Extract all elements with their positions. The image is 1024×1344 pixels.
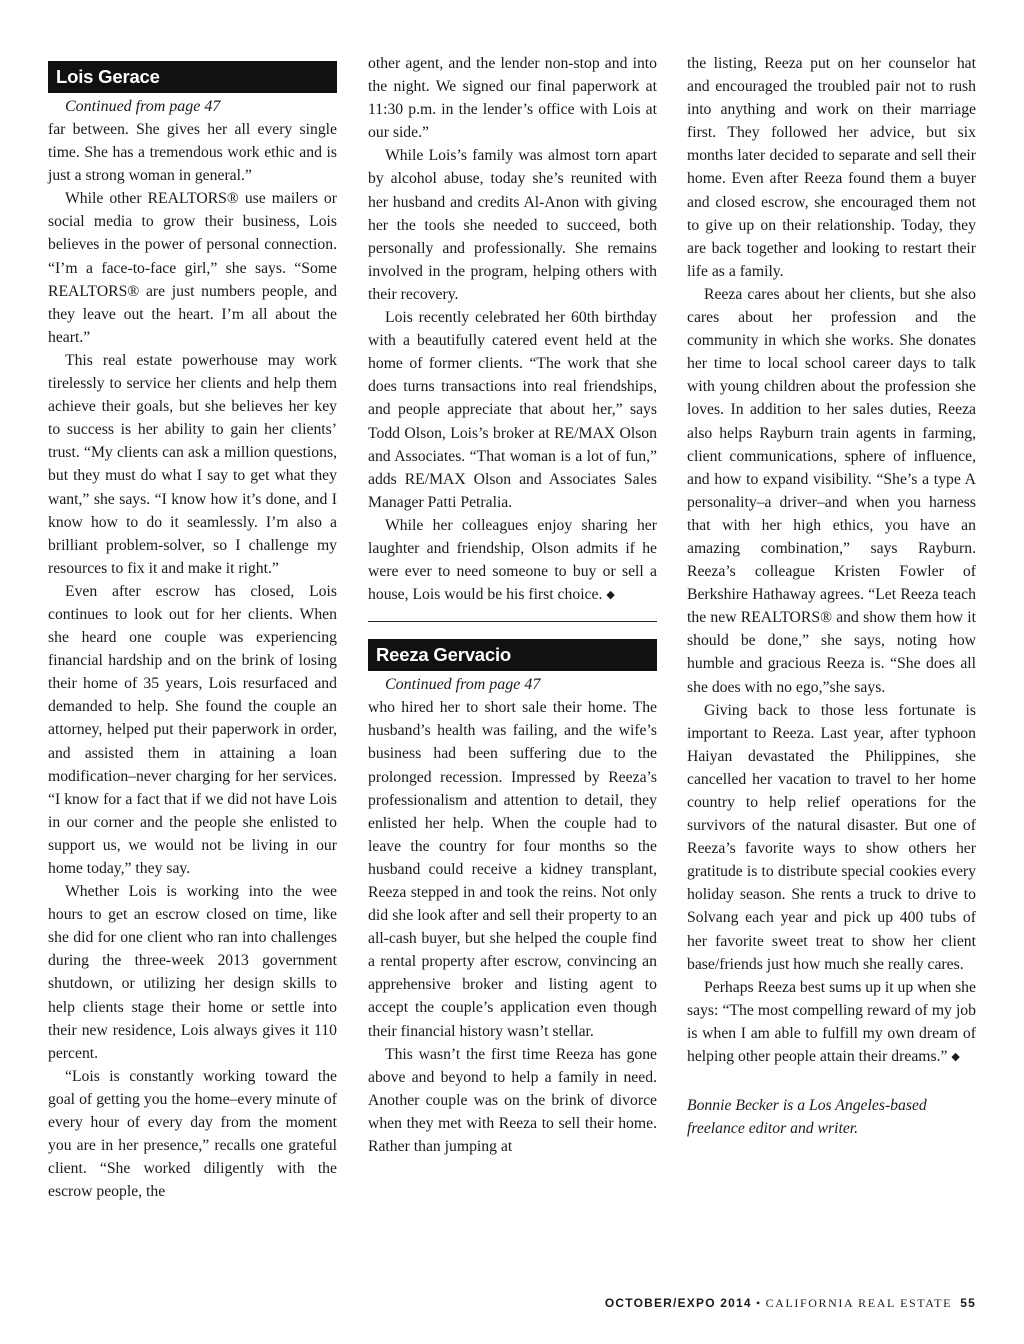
- paragraph: who hired her to short sale their home. The husband’s health was failing, and the wife’s business had been suffering due to the prolonged recession. Impressed by Reeza’s professionalism and attention to detail, they enlisted her help. When the couple had to leave the country for four months so the husband could receive a kidney transplant, Reeza stepped in and took the reins. Not only did she look after and sell their property to an all-cash buyer, but she helped the couple find a rental property after escrow, convincing an apprehensive broker and listing agent to accept the couple’s application even though their financial history wasn’t stellar.: [368, 699, 657, 1040]
- author-byline: Bonnie Becker is a Los Angeles-based freelance editor and writer.: [687, 1097, 927, 1138]
- continued-note: Continued from page 47: [65, 98, 221, 115]
- paragraph: This real estate powerhouse may work tirelessly to service her clients and help them achieve their goals, but she believes her key to success is her ability to gain her clients’ trust. “My clients can ask a million questions, but they must do what I say to get what they want,” she says. “I know how it’s done, and I know how to do it seamlessly. I’m also a brilliant problem-solver, so I challenge my resources to fix it and make it right.”: [48, 351, 337, 577]
- paragraph-last: [687, 976, 976, 1069]
- footer-separator: •: [755, 1296, 762, 1310]
- page-number: 55: [960, 1296, 976, 1310]
- paragraph: Giving back to those less fortunate is important to Reeza. Last year, after typhoon Haiyan devastated the Philippines, she cancelled her vacation to travel to her home country to help relief operations for the survivors of the natural disaster. But one of Reeza’s favorite ways to show others her gratitude is to distribute special cookies every holiday season. She rents a truck to drive to Solvang each year and pick up 400 tubs of her favorite sweet treat to show her client base/friends just how much she really cares.: [687, 701, 976, 973]
- paragraph-last: [368, 514, 657, 607]
- paragraph: far between. She gives her all every single time. She has a tremendous work ethic and is just a strong woman in general.”: [48, 121, 337, 185]
- paragraph: the listing, Reeza put on her counselor hat and encouraged the troubled pair not to rush into anything and work on their marriage first. They followed her advice, but six months later decided to separate and sell their home. Even after Reeza found them a buyer and closed escrow, she encouraged them not to give up on their relationship. Today, they are back together and looking to restart their life as a family.: [687, 55, 976, 280]
- paragraph: Even after escrow has closed, Lois continues to look out for her clients. When she heard one couple was experiencing financial hardship and on the brink of losing their home of 35 years, Lois resurfaced and demanded to help. She found the couple an attorney, helped put their paperwork in order, and assisted them in attaining a loan modification–never charging for her services. “I know for a fact that if we did not have Lois in our corner and the people she enlisted to support us, we would not be living in our home today,” they say.: [48, 582, 337, 877]
- column-1: [48, 61, 337, 1203]
- column-3: [687, 52, 976, 1140]
- paragraph: This wasn’t the first time Reeza has gone above and beyond to help a family in need. Another couple was on the brink of divorce when they met with Reeza to sell their home. Rather than jumping at: [368, 1045, 657, 1156]
- column-2: [368, 52, 657, 1158]
- paragraph: Whether Lois is working into the wee hours to get an escrow closed on time, like she did for one client who ran into challenges during the three-week 2013 government shutdown, or utilizing her design skills to help clients stage their home or settle into their new residence, Lois always gives it 110 percent.: [48, 883, 337, 1062]
- section-divider: [368, 621, 657, 622]
- continued-note: Continued from page 47: [385, 676, 541, 694]
- page-footer: [605, 1296, 976, 1311]
- paragraph: Lois recently celebrated her 60th birthday with a beautifully catered event held at the home of former clients. “The work that she does turns transactions into real friendships, and people appreciate that about her,” says Todd Olson, Lois’s broker at RE/MAX Olson and Associates. “That woman is a lot of fun,” adds RE/MAX Olson and Associates Sales Manager Patti Petralia.: [368, 309, 657, 511]
- end-mark-icon: ◆: [951, 1051, 960, 1064]
- section-heading-lois-gerace: Lois Gerace: [48, 61, 337, 93]
- section-heading-reeza-gervacio: Reeza Gervacio: [368, 639, 657, 671]
- paragraph: “Lois is constantly working toward the goal of getting you the home–every minute of every hour of every day from the moment you are in her presence,” recalls one grateful client. “She worked diligently with the escrow people, the: [48, 1067, 337, 1201]
- paragraph: other agent, and the lender non-stop and into the night. We signed our final paperwork at 11:30 p.m. in the lender’s office with Lois at our side.”: [368, 55, 657, 142]
- paragraph: While Lois’s family was almost torn apart by alcohol abuse, today she’s reunited with her husband and credits Al-Anon with giving her the tools she needed to succeed, both personally and professionally. She remains involved in the program, helping others with their recovery.: [368, 147, 657, 303]
- paragraph-text: Perhaps Reeza best sums up it up when she says: “The most compelling reward of my job is when I am able to fulfill my own dream of helping other people attain their dreams.”: [687, 978, 976, 1066]
- end-mark-icon: ◆: [606, 589, 615, 602]
- paragraph-text: While her colleagues enjoy sharing her laughter and friendship, Olson admits if he were ever to need someone to buy or sell a house, Lois would be his first choice.: [368, 516, 657, 604]
- paragraph: Reeza cares about her clients, but she also cares about her profession and the community in which she works. She donates her time to local school career days to talk with young children about the profession she loves. In addition to her sales duties, Reeza also helps Rayburn train agents in farming, client communications, sphere of influence, and how to expand visibility. “She’s a type A personality–a driver–and when you harness that with her high ethics, you have an amazing combination,” says Rayburn. Reeza’s colleague Kristen Fowler of Berkshire Hathaway agrees. “Let Reeza teach the new REALTORS® and show them how it should be done,” she says, noting how humble and gracious Reeza is. “She does all she does with no ego,”she says.: [687, 285, 976, 696]
- paragraph: While other REALTORS® use mailers or social media to grow their business, Lois believes in the power of personal connection. “I’m a face-to-face girl,” she says. “Some REALTORS® are just numbers people, and they leave out the heart. I’m all about the heart.”: [48, 190, 337, 346]
- magazine-name: CALIFORNIA REAL ESTATE: [765, 1296, 953, 1310]
- issue-label: OCTOBER/EXPO 2014: [604, 1296, 752, 1310]
